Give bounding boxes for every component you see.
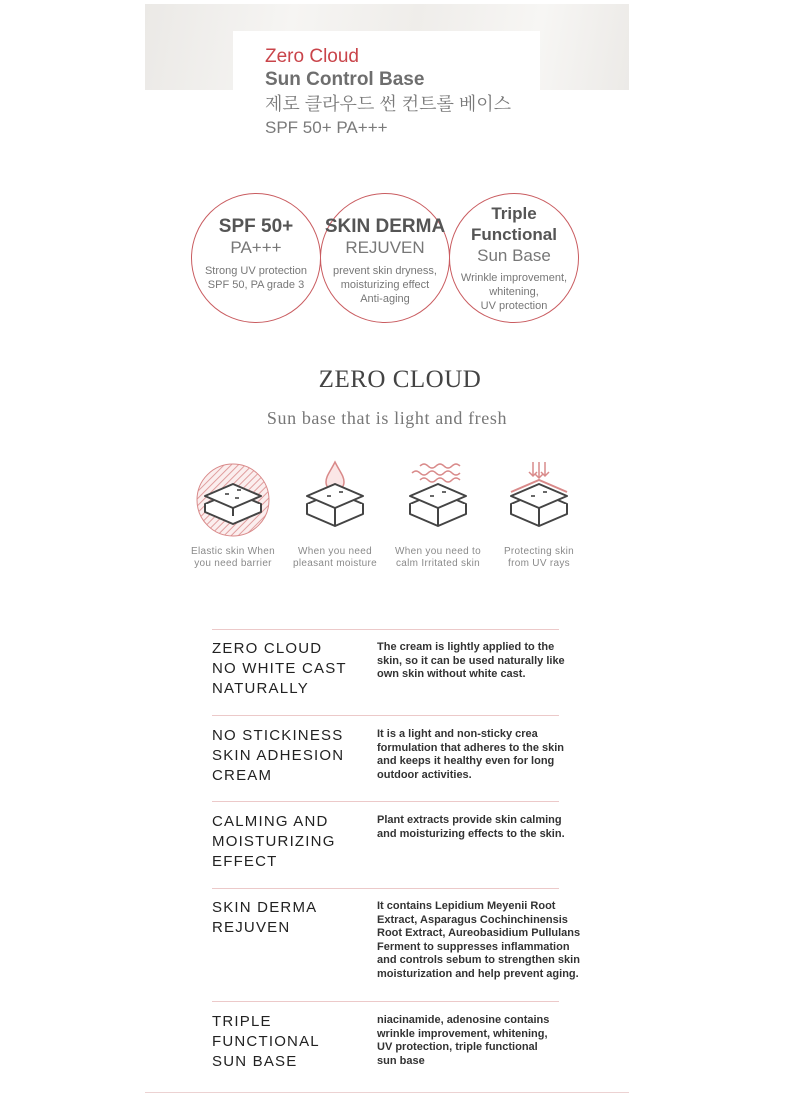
- product-name: Sun Control Base: [265, 69, 425, 90]
- row-title: TRIPLE FUNCTIONAL SUN BASE: [212, 1013, 320, 1070]
- circle-description: prevent skin dryness, moisturizing effect Anti-aging: [333, 265, 437, 305]
- feature-elastic: [181, 460, 285, 570]
- feature-calming: [386, 460, 490, 570]
- circle-skin-derma: [320, 193, 450, 323]
- row-divider: [212, 888, 559, 889]
- feature-uv-protect: [487, 460, 591, 570]
- product-name-korean: 제로 클라우드 썬 컨트롤 베이스: [265, 94, 512, 114]
- row-description: Plant extracts provide skin calming and moisturizing effects to the skin.: [377, 814, 565, 840]
- row-divider: [212, 801, 559, 802]
- feature-label: When you need pleasant moisture: [292, 546, 378, 569]
- row-title: NO STICKINESS SKIN ADHESION CREAM: [212, 727, 345, 784]
- circle-title: Triple Functional: [471, 204, 557, 244]
- moisture-drop-icon: [295, 460, 375, 540]
- row-description: The cream is lightly applied to the skin, so it can be used naturally like own skin without white cast.: [377, 641, 565, 681]
- row-divider: [212, 629, 559, 630]
- circle-description: Strong UV protection SPF 50, PA grade 3: [204, 265, 308, 291]
- elastic-layers-icon: [193, 460, 273, 540]
- feature-label: Protecting skin from UV rays: [503, 546, 575, 569]
- section-subtitle: Sun base that is light and fresh: [266, 408, 508, 428]
- calming-waves-icon: [398, 460, 478, 540]
- circle-title: SPF 50+: [218, 216, 294, 237]
- circle-subtitle: PA+++: [230, 238, 282, 257]
- row-divider: [212, 1001, 559, 1002]
- section-title: ZERO CLOUD: [318, 366, 482, 393]
- circle-title: SKIN DERMA: [324, 216, 446, 237]
- row-description: niacinamide, adenosine contains wrinkle improvement, whitening, UV protection, triple functional sun base: [377, 1014, 550, 1067]
- uv-shield-icon: [499, 460, 579, 540]
- bottom-divider: [145, 1092, 629, 1093]
- spf-rating: SPF 50+ PA+++: [265, 118, 388, 137]
- row-description: It is a light and non-sticky crea formulation that adheres to the skin and keeps it healthy even for long outdoor activities.: [377, 728, 565, 781]
- feature-label: When you need to calm Irritated skin: [395, 546, 481, 569]
- row-title: ZERO CLOUD NO WHITE CAST NATURALLY: [212, 640, 347, 697]
- circle-spf: [191, 193, 321, 323]
- row-description: It contains Lepidium Meyenii Root Extract, Asparagus Cochinchinensis Root Extract, Aureobasidium Pullulans Ferment to suppresses inflammation and controls sebum to strengthen skin moisturization and help prevent aging.: [377, 900, 581, 980]
- row-title: CALMING AND MOISTURIZING EFFECT: [212, 813, 336, 870]
- circle-description: Wrinkle improvement, whitening, UV protection: [460, 272, 568, 312]
- brand-name: Zero Cloud: [265, 46, 359, 67]
- circle-triple-functional: [449, 193, 579, 323]
- row-divider: [212, 715, 559, 716]
- feature-label: Elastic skin When you need barrier: [190, 546, 276, 569]
- row-title: SKIN DERMA REJUVEN: [212, 899, 318, 936]
- circle-subtitle: REJUVEN: [345, 238, 425, 257]
- feature-moisture: [283, 460, 387, 570]
- circle-subtitle: Sun Base: [477, 246, 551, 265]
